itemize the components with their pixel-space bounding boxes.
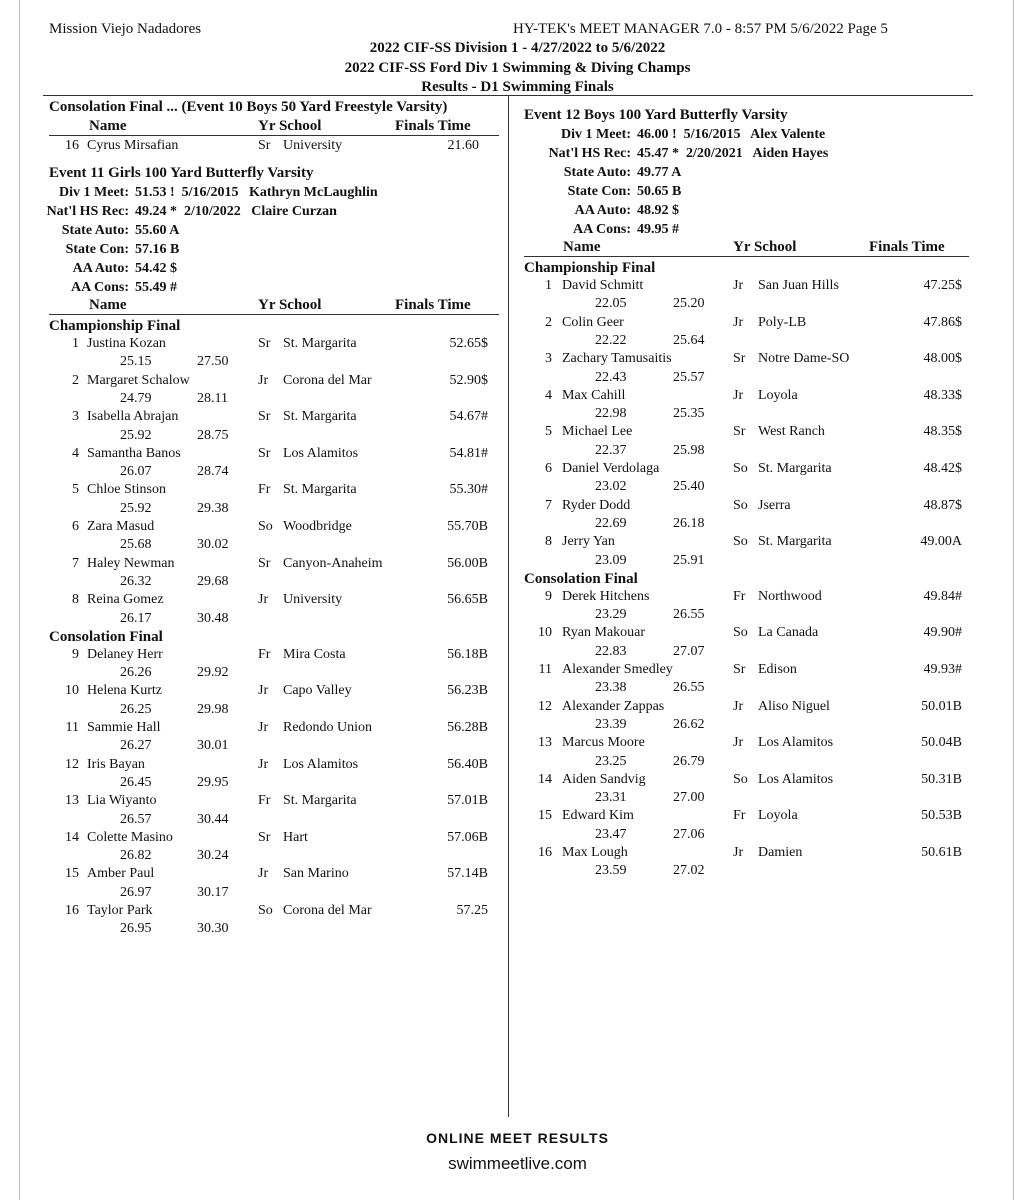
finals-time: 57.06B (447, 829, 488, 845)
swimmer-name: Derek Hitchens (562, 588, 650, 604)
year: Sr (258, 555, 271, 571)
col-yr-school: Yr School (258, 118, 322, 134)
record-label: AA Auto: (72, 261, 129, 276)
place: 11 (65, 720, 79, 735)
record-value: 50.65 B (637, 184, 682, 199)
place: 8 (545, 534, 552, 550)
finals-time: 48.35$ (923, 424, 962, 440)
split-2: 27.02 (673, 863, 705, 879)
software-info: HY-TEK's MEET MANAGER 7.0 - 8:57 PM 5/6/2022 Page 5 (513, 21, 888, 37)
place: 5 (72, 482, 79, 498)
year: Jr (258, 592, 269, 608)
place: 8 (72, 592, 79, 608)
finals-time: 21.60 (447, 138, 479, 153)
year: Jr (733, 698, 744, 714)
split-2: 25.20 (673, 296, 705, 312)
split-1: 26.25 (120, 701, 152, 717)
place: 6 (545, 461, 552, 476)
swimmer-name: Max Cahill (562, 387, 626, 403)
place: 11 (538, 662, 552, 677)
finals-time: 57.14B (447, 866, 488, 882)
split-2: 26.55 (673, 607, 705, 623)
split-1: 23.38 (595, 680, 627, 696)
swimmer-name: Ryder Dodd (562, 497, 631, 513)
swimmer-name: Zachary Tamusaitis (562, 351, 672, 367)
split-2: 27.50 (197, 354, 229, 370)
split-2: 25.40 (673, 479, 705, 495)
finals-time: 52.65$ (449, 336, 488, 351)
record-value: 48.92 $ (637, 203, 679, 218)
split-1: 26.97 (120, 884, 152, 900)
record-value: 55.60 A (135, 223, 180, 238)
split-2: 27.06 (673, 826, 705, 842)
year: Sr (733, 424, 746, 440)
place: 1 (72, 336, 79, 351)
finals-time: 56.28B (447, 720, 488, 735)
place: 7 (72, 555, 79, 571)
finals-time: 50.01B (921, 698, 962, 714)
swimmer-name: Zara Masud (87, 519, 155, 534)
record-value: 51.53 ! 5/16/2015 Kathryn McLaughlin (135, 185, 378, 200)
finals-time: 48.42$ (923, 461, 962, 476)
col-rule (49, 135, 499, 136)
split-2: 30.30 (197, 921, 229, 937)
place: 12 (538, 698, 552, 714)
year: Jr (258, 372, 269, 388)
split-2: 29.38 (197, 500, 229, 516)
year: Fr (733, 808, 746, 824)
school: Jserra (758, 497, 791, 513)
footer-site[interactable]: swimmeetlive.com (448, 1154, 587, 1173)
finals-time: 56.00B (447, 555, 488, 571)
place: 15 (65, 866, 79, 882)
school: Corona del Mar (283, 903, 372, 918)
school: Los Alamitos (758, 735, 834, 751)
event-12-title: Event 12 Boys 100 Yard Butterfly Varsity (524, 107, 788, 123)
swimmer-name: Iris Bayan (87, 756, 145, 772)
section-label: Consolation Final (49, 628, 163, 645)
finals-time: 48.87$ (923, 497, 962, 513)
swimmer-name: Delaney Herr (87, 646, 163, 662)
split-1: 26.45 (120, 774, 152, 790)
swimmer-name: David Schmitt (562, 278, 644, 293)
finals-time: 56.65B (447, 592, 488, 608)
split-2: 30.48 (197, 610, 229, 626)
school: Los Alamitos (283, 445, 359, 461)
split-1: 26.95 (120, 921, 152, 937)
school: Aliso Niguel (758, 698, 830, 714)
school: San Juan Hills (758, 278, 839, 293)
split-1: 22.43 (595, 369, 627, 385)
split-2: 30.02 (197, 537, 229, 553)
swimmer-name: Helena Kurtz (87, 683, 163, 699)
swimmer-name: Colin Geer (562, 314, 624, 330)
split-1: 22.98 (595, 406, 627, 422)
record-value: 45.47 * 2/20/2021 Aiden Hayes (637, 146, 829, 161)
swimmer-name: Jerry Yan (562, 534, 615, 550)
split-1: 26.57 (120, 811, 152, 827)
year: Fr (258, 482, 271, 498)
split-2: 30.17 (197, 884, 229, 900)
swimmer-name: Margaret Schalow (87, 372, 190, 388)
place: 16 (65, 138, 79, 153)
place: 12 (65, 756, 79, 772)
school: Corona del Mar (283, 372, 372, 388)
split-2: 25.64 (673, 332, 705, 348)
record-label: State Auto: (563, 165, 631, 180)
finals-time: 50.53B (921, 808, 962, 824)
school: West Ranch (758, 424, 825, 440)
swimmer-name: Haley Newman (87, 555, 175, 571)
school: Edison (758, 662, 797, 677)
split-2: 28.74 (197, 464, 229, 480)
year: So (733, 461, 748, 476)
swimmer-name: Marcus Moore (562, 735, 645, 751)
finals-time: 47.86$ (923, 314, 962, 330)
swimmer-name: Amber Paul (87, 866, 155, 882)
school: Poly-LB (758, 314, 807, 330)
split-1: 22.05 (595, 296, 627, 312)
place: 14 (538, 771, 552, 787)
finals-time: 54.81# (449, 445, 488, 461)
year: So (733, 534, 748, 550)
swimmer-name: Isabella Abrajan (87, 409, 179, 425)
place: 7 (545, 497, 552, 513)
finals-time: 57.25 (456, 903, 488, 918)
finals-time: 48.33$ (923, 387, 962, 403)
split-2: 25.35 (673, 406, 705, 422)
split-2: 28.75 (197, 427, 229, 443)
split-1: 26.82 (120, 848, 152, 864)
split-1: 23.47 (595, 826, 627, 842)
col-name: Name (89, 118, 127, 134)
year: Sr (258, 409, 271, 425)
col-yr-school: Yr School (733, 239, 797, 255)
school: Northwood (758, 588, 822, 604)
split-2: 28.11 (197, 390, 228, 406)
split-1: 23.25 (595, 753, 627, 769)
place: 5 (545, 424, 552, 440)
place: 14 (65, 829, 79, 845)
record-value: 49.95 # (637, 222, 679, 237)
school: St. Margarita (758, 534, 832, 550)
place: 15 (538, 808, 552, 824)
year: Jr (733, 314, 744, 330)
record-label: Div 1 Meet: (59, 185, 129, 200)
place: 2 (72, 372, 79, 388)
results-title: Results - D1 Swimming Finals (421, 79, 614, 95)
split-2: 25.91 (673, 552, 705, 568)
col-finals-time: Finals Time (395, 118, 471, 134)
split-2: 26.18 (673, 515, 705, 531)
year: So (733, 497, 748, 513)
year: Sr (258, 336, 271, 351)
record-value: 46.00 ! 5/16/2015 Alex Valente (637, 127, 826, 142)
event-11-title: Event 11 Girls 100 Yard Butterfly Varsity (49, 165, 314, 181)
split-1: 25.92 (120, 427, 152, 443)
split-1: 25.92 (120, 500, 152, 516)
swimmer-name: Colette Masino (87, 829, 173, 845)
place: 13 (538, 735, 552, 751)
col-rule (524, 256, 969, 257)
school: St. Margarita (283, 793, 357, 809)
finals-time: 50.31B (921, 771, 962, 787)
school: Los Alamitos (283, 756, 359, 772)
finals-time: 49.90# (923, 625, 962, 641)
finals-time: 52.90$ (449, 372, 488, 388)
school: St. Margarita (758, 461, 832, 476)
split-1: 26.26 (120, 665, 152, 681)
place: 6 (72, 519, 79, 534)
record-value: 49.24 * 2/10/2022 Claire Curzan (135, 204, 337, 219)
record-label: State Con: (567, 184, 631, 199)
finals-time: 56.18B (447, 646, 488, 662)
school: Loyola (758, 387, 798, 403)
swimmer-name: Alexander Smedley (562, 662, 673, 677)
finals-time: 57.01B (447, 793, 488, 809)
col-finals-time: Finals Time (395, 297, 471, 313)
year: So (258, 519, 273, 534)
split-2: 27.00 (673, 790, 705, 806)
col-name: Name (563, 239, 601, 255)
section-label: Consolation Final (524, 570, 638, 587)
place: 4 (72, 445, 79, 461)
meet-subtitle: 2022 CIF-SS Ford Div 1 Swimming & Diving Champs (344, 60, 691, 76)
year: Jr (733, 278, 744, 293)
year: Jr (733, 735, 744, 751)
record-value: 57.16 B (135, 242, 180, 257)
split-1: 23.02 (595, 479, 627, 495)
col-name: Name (89, 297, 127, 313)
split-1: 26.27 (120, 738, 152, 754)
split-1: 23.59 (595, 863, 627, 879)
finals-time: 48.00$ (923, 351, 962, 367)
finals-time: 55.30# (449, 482, 488, 498)
split-2: 26.62 (673, 716, 705, 732)
year: Jr (258, 683, 269, 699)
split-2: 29.92 (197, 665, 229, 681)
finals-time: 49.93# (923, 662, 962, 677)
swimmer-name: Sammie Hall (87, 720, 161, 735)
split-2: 30.24 (197, 848, 229, 864)
place: 16 (538, 845, 552, 860)
record-label: Div 1 Meet: (561, 127, 631, 142)
school: Notre Dame-SO (758, 351, 850, 367)
year: Sr (258, 138, 271, 153)
place: 13 (65, 793, 79, 809)
finals-time: 55.70B (447, 519, 488, 534)
split-2: 29.68 (197, 573, 229, 589)
place: 3 (545, 351, 552, 367)
school: Capo Valley (283, 683, 352, 699)
footer-heading: ONLINE MEET RESULTS (426, 1130, 609, 1146)
swimmer-name: Taylor Park (87, 903, 153, 918)
record-value: 49.77 A (637, 165, 682, 180)
year: Sr (258, 445, 271, 461)
place: 10 (65, 683, 79, 699)
school: Redondo Union (283, 720, 373, 735)
split-1: 23.29 (595, 607, 627, 623)
school: San Marino (283, 866, 349, 882)
year: Jr (733, 387, 744, 403)
place: 16 (65, 903, 79, 918)
finals-time: 49.00A (920, 534, 962, 550)
swimmer-name: Lia Wiyanto (87, 793, 157, 809)
meet-title: 2022 CIF-SS Division 1 - 4/27/2022 to 5/6/2022 (369, 40, 666, 56)
record-label: AA Cons: (573, 222, 631, 237)
year: So (733, 771, 748, 787)
record-label: AA Auto: (574, 203, 631, 218)
swimmer-name: Edward Kim (562, 808, 634, 824)
year: Sr (733, 351, 746, 367)
year: Jr (258, 866, 269, 882)
school: La Canada (758, 625, 819, 641)
swimmer-name: Justina Kozan (87, 336, 166, 351)
split-1: 25.15 (120, 354, 152, 370)
year: Sr (258, 829, 271, 845)
place: 10 (538, 625, 552, 641)
swimmer-name: Samantha Banos (87, 445, 181, 461)
year: So (258, 903, 273, 918)
place: 4 (545, 387, 552, 403)
record-label: AA Cons: (71, 280, 129, 295)
split-1: 24.79 (120, 390, 152, 406)
place: 9 (72, 646, 79, 662)
school: St. Margarita (283, 409, 357, 425)
team-name: Mission Viejo Nadadores (49, 21, 202, 37)
split-1: 23.39 (595, 716, 627, 732)
year: Jr (258, 720, 269, 735)
split-1: 22.83 (595, 643, 627, 659)
carry-title-wrap (49, 99, 500, 117)
year: Fr (258, 793, 271, 809)
place: 1 (545, 278, 552, 293)
split-1: 25.68 (120, 537, 152, 553)
record-label: Nat'l HS Rec: (46, 204, 129, 219)
split-2: 27.07 (673, 643, 705, 659)
split-2: 30.01 (197, 738, 229, 754)
year: Fr (258, 646, 271, 662)
school: Woodbridge (283, 519, 352, 534)
school: St. Margarita (283, 336, 357, 351)
swimmer-name: Cyrus Mirsafian (87, 138, 179, 153)
split-1: 22.37 (595, 442, 627, 458)
record-label: State Auto: (61, 223, 129, 238)
swimmer-name: Max Lough (562, 845, 628, 860)
school: University (283, 138, 343, 153)
school: Loyola (758, 808, 798, 824)
school: Canyon-Anaheim (283, 555, 383, 571)
school: St. Margarita (283, 482, 357, 498)
swimmer-name: Alexander Zappas (562, 698, 665, 714)
split-2: 29.98 (197, 701, 229, 717)
column-divider (508, 95, 509, 1117)
col-finals-time: Finals Time (869, 239, 945, 255)
place: 2 (545, 314, 552, 330)
split-1: 26.17 (120, 610, 152, 626)
school: Damien (758, 845, 803, 860)
place: 9 (545, 588, 552, 604)
carry-event-title: Consolation Final ... (Event 10 Boys 50 Yard Freestyle Varsity) (49, 99, 448, 115)
col-rule (49, 314, 499, 315)
finals-time: 56.40B (447, 756, 488, 772)
split-1: 23.31 (595, 790, 627, 806)
swimmer-name: Ryan Makouar (562, 625, 646, 641)
swimmer-name: Daniel Verdolaga (562, 461, 660, 476)
school: Mira Costa (283, 646, 346, 662)
place: 3 (72, 409, 79, 425)
finals-time: 54.67# (449, 409, 488, 425)
split-2: 26.79 (673, 753, 705, 769)
split-2: 25.57 (673, 369, 705, 385)
finals-time: 49.84# (923, 588, 962, 604)
year: Jr (258, 756, 269, 772)
col-yr-school: Yr School (258, 297, 322, 313)
swimmer-name: Reina Gomez (87, 592, 164, 608)
split-2: 25.98 (673, 442, 705, 458)
split-1: 22.22 (595, 332, 627, 348)
year: Jr (733, 845, 744, 860)
swimmer-name: Michael Lee (562, 424, 633, 440)
year: Fr (733, 588, 746, 604)
year: Sr (733, 662, 746, 677)
split-2: 29.95 (197, 774, 229, 790)
section-label: Championship Final (524, 260, 656, 276)
split-1: 26.32 (120, 573, 152, 589)
split-1: 26.07 (120, 464, 152, 480)
finals-time: 56.23B (447, 683, 488, 699)
school: Hart (283, 829, 308, 845)
swimmer-name: Chloe Stinson (87, 482, 166, 498)
swimmer-name: Aiden Sandvig (562, 771, 646, 787)
record-label: Nat'l HS Rec: (548, 146, 631, 161)
split-1: 22.69 (595, 515, 627, 531)
school: Los Alamitos (758, 771, 834, 787)
year: So (733, 625, 748, 641)
finals-time: 50.04B (921, 735, 962, 751)
section-label: Championship Final (49, 318, 181, 334)
record-label: State Con: (65, 242, 129, 257)
record-value: 54.42 $ (135, 261, 177, 276)
school: University (283, 592, 343, 608)
record-value: 55.49 # (135, 280, 177, 295)
finals-time: 47.25$ (923, 278, 962, 293)
split-2: 30.44 (197, 811, 229, 827)
finals-time: 50.61B (921, 845, 962, 860)
split-2: 26.55 (673, 680, 705, 696)
split-1: 23.09 (595, 552, 627, 568)
